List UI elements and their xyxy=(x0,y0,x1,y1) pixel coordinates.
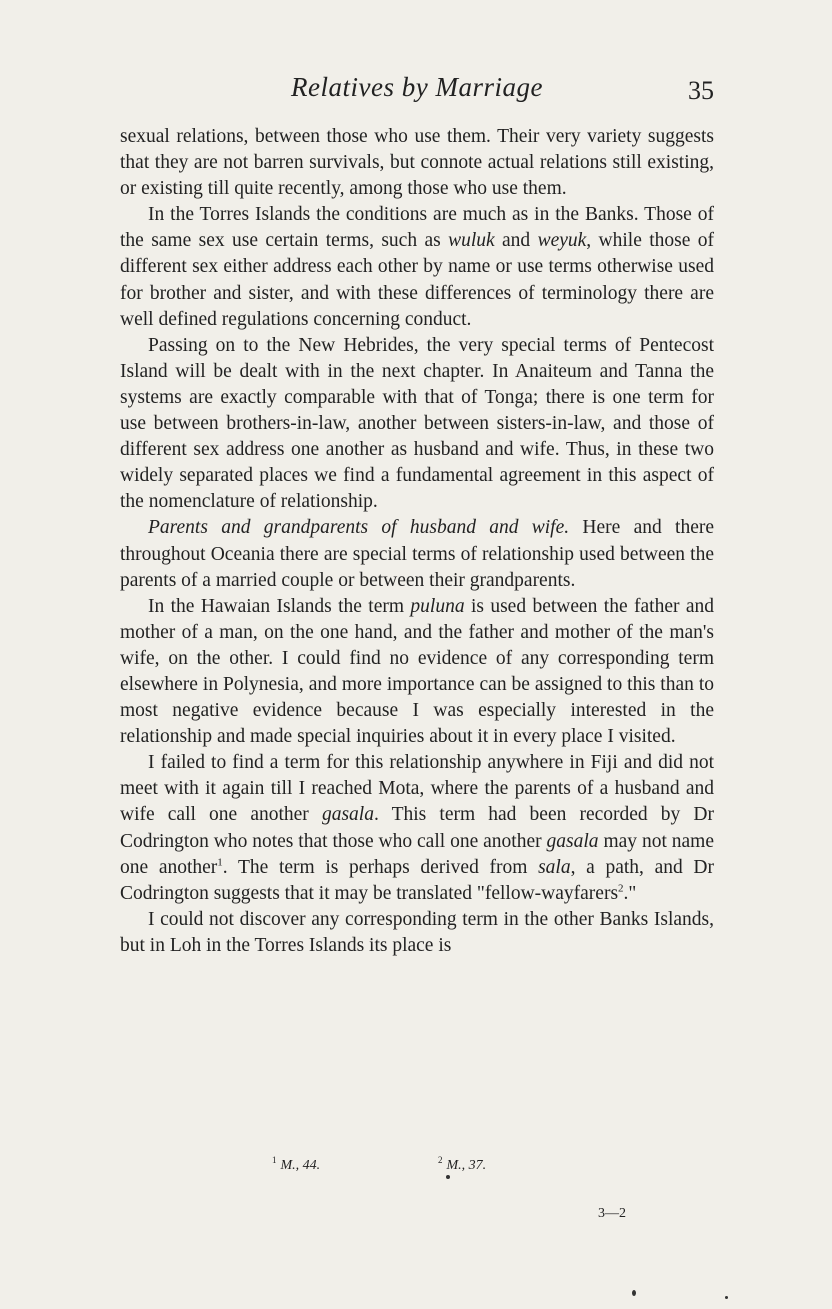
running-head xyxy=(120,72,714,112)
paragraph: I failed to find a term for this relationship anywhere in Fiji and did not meet with it again till I reached Mota, where the parents of a husband and wife call one another gasala. This term had been recorded by Dr Codrington who notes that those who call one another gasala may not name one another$^1$. The term is perhaps derived from sala, a path, and Dr Codrington suggests that it may be translated "fellow-wayfarers$^2$." xyxy=(120,752,715,904)
body-text xyxy=(120,124,714,959)
footnotes xyxy=(120,1155,714,1182)
footnote-ref: 2 xyxy=(618,882,624,895)
italic-term: Parents and grandparents of husband and wife. xyxy=(148,517,570,539)
footnote-1 xyxy=(272,1155,321,1174)
italic-term: gasala xyxy=(546,830,599,852)
footnote-text: M., 44. xyxy=(280,1158,321,1173)
italic-term: weyuk xyxy=(537,230,587,252)
italic-term: gasala xyxy=(321,804,374,826)
paragraph: In the Torres Islands the conditions are much as in the Banks. Those of the same sex use certain terms, such as wuluk and weyuk, while those of different sex either address each other by name or use terms otherwise used for brother and sister, and with these differences of terminology there are well defined regulations concerning conduct. xyxy=(120,204,715,330)
footnote-2 xyxy=(438,1155,487,1174)
footnote-text: M., 37. xyxy=(446,1158,487,1173)
italic-term: sala xyxy=(538,856,571,878)
page-number: 35 xyxy=(688,76,714,105)
running-title: Relatives by Marriage xyxy=(291,72,543,102)
footnote-ref: 1 xyxy=(217,856,223,869)
paragraph: Parents and grandparents of husband and wife. Here and there throughout Oceania there are special terms of relationship used between the parents of a married couple or between their grandparents. xyxy=(120,517,715,591)
footnote-number: 2 xyxy=(438,1155,443,1166)
signature-mark: 3—2 xyxy=(598,1206,626,1221)
italic-term: wuluk xyxy=(448,230,495,252)
italic-term: puluna xyxy=(410,595,465,617)
paragraph: I could not discover any corresponding term in the other Banks Islands, but in Loh in the Torres Islands its place is xyxy=(120,908,714,956)
paragraph: Passing on to the New Hebrides, the very special terms of Pentecost Island will be dealt with in the next chapter. In Anaiteum and Tanna the systems are exactly comparable with that of Tonga; there is one term for use between brothers-in-law, another between sisters-in-law, and those of different sex address one another as husband and wife. Thus, in these two widely separated places we find a fundamental agreement in this aspect of the nomenclature of relationship. xyxy=(120,334,714,513)
paragraph: sexual relations, between those who use them. Their very variety suggests that they are not barren survivals, but connote actual relations still existing, or existing till quite recently, among those who use them. xyxy=(120,126,714,200)
footnote-number: 1 xyxy=(272,1155,277,1166)
speck xyxy=(446,1175,450,1179)
speck xyxy=(632,1290,636,1296)
speck xyxy=(725,1296,728,1299)
paragraph: In the Hawaian Islands the term puluna is used between the father and mother of a man, on the one hand, and the father and mother of the man's wife, on the other. I could find no evidence of any corresponding term elsewhere in Polynesia, and more importance can be assigned to this than to most negative evidence because I was especially interested in the relationship and made special inquiries about it in every place I visited. xyxy=(120,595,714,748)
